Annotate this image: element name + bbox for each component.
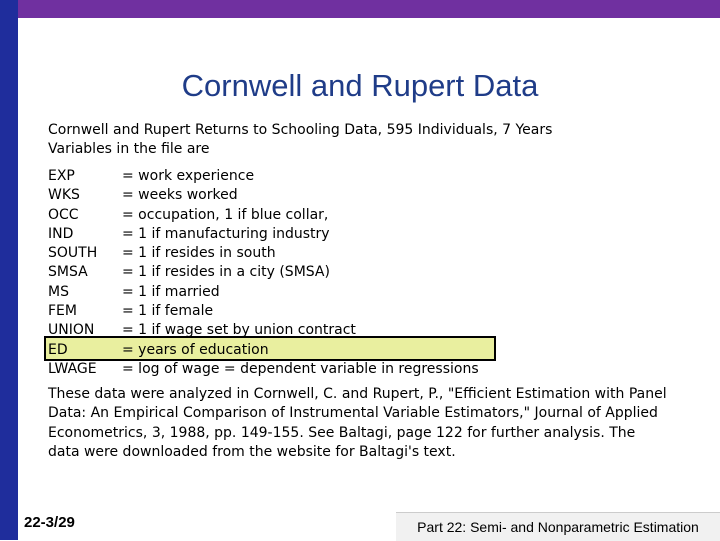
variable-description: = 1 if female — [122, 303, 214, 320]
slide-number: 22-3/29 — [24, 514, 75, 531]
variable-description: = log of wage = dependent variable in regressions — [122, 360, 479, 377]
variable-name: SMSA — [48, 264, 88, 281]
variable-row — [48, 283, 479, 302]
variable-name: WKS — [48, 187, 80, 204]
paragraph-line: These data were analyzed in Cornwell, C. and Rupert, P., "Efficient Estimation with Panel — [48, 386, 667, 402]
variable-row — [48, 263, 479, 282]
variable-name: EXP — [48, 168, 75, 184]
variable-name: SOUTH — [48, 245, 98, 262]
paragraph-line: Data: An Empirical Comparison of Instrumental Variable Estimators," Journal of Applied — [48, 405, 658, 422]
variable-description: = 1 if resides in a city (SMSA) — [122, 264, 330, 281]
intro-text — [48, 121, 552, 159]
variable-name: MS — [48, 283, 69, 300]
variable-description: = years of education — [122, 341, 269, 358]
variable-row — [48, 360, 479, 379]
variable-name: OCC — [48, 206, 79, 223]
intro-line-2: Variables in the file are — [48, 141, 210, 157]
footer-caption — [396, 512, 720, 541]
variable-list — [48, 167, 479, 379]
variable-row — [48, 186, 479, 205]
variable-name: UNION — [48, 322, 95, 339]
variable-name: ED — [48, 341, 68, 358]
variable-row — [48, 321, 479, 340]
top-accent-bar — [0, 0, 720, 18]
variable-name: IND — [48, 225, 74, 242]
intro-line-1: Cornwell and Rupert Returns to Schooling Data, 595 Individuals, 7 Years — [48, 122, 553, 138]
variable-row — [48, 225, 479, 244]
variable-description: = occupation, 1 if blue collar, — [122, 206, 329, 223]
footer-text: Part 22: Semi- and Nonparametric Estimation — [417, 519, 699, 535]
paragraph-line: data were downloaded from the website for Baltagi's text. — [48, 443, 456, 460]
variable-name: FEM — [48, 303, 77, 320]
variable-row — [48, 244, 479, 263]
variable-description: = 1 if resides in south — [122, 245, 276, 262]
citation-paragraph — [48, 385, 698, 462]
variable-description: = 1 if wage set by union contract — [122, 322, 356, 339]
variable-name: LWAGE — [48, 360, 97, 377]
variable-description: = 1 if manufacturing industry — [122, 225, 330, 242]
slide-title: Cornwell and Rupert Data — [181, 68, 539, 103]
variable-row — [48, 206, 479, 225]
variable-row — [48, 302, 479, 321]
variable-description: = weeks worked — [122, 187, 238, 204]
variable-description: = work experience — [122, 168, 255, 184]
variable-row — [48, 167, 479, 186]
variable-row-highlighted — [48, 341, 479, 360]
paragraph-line: Econometrics, 3, 1988, pp. 149-155. See Baltagi, page 122 for further analysis. The — [48, 424, 636, 441]
variable-description: = 1 if married — [122, 283, 220, 300]
